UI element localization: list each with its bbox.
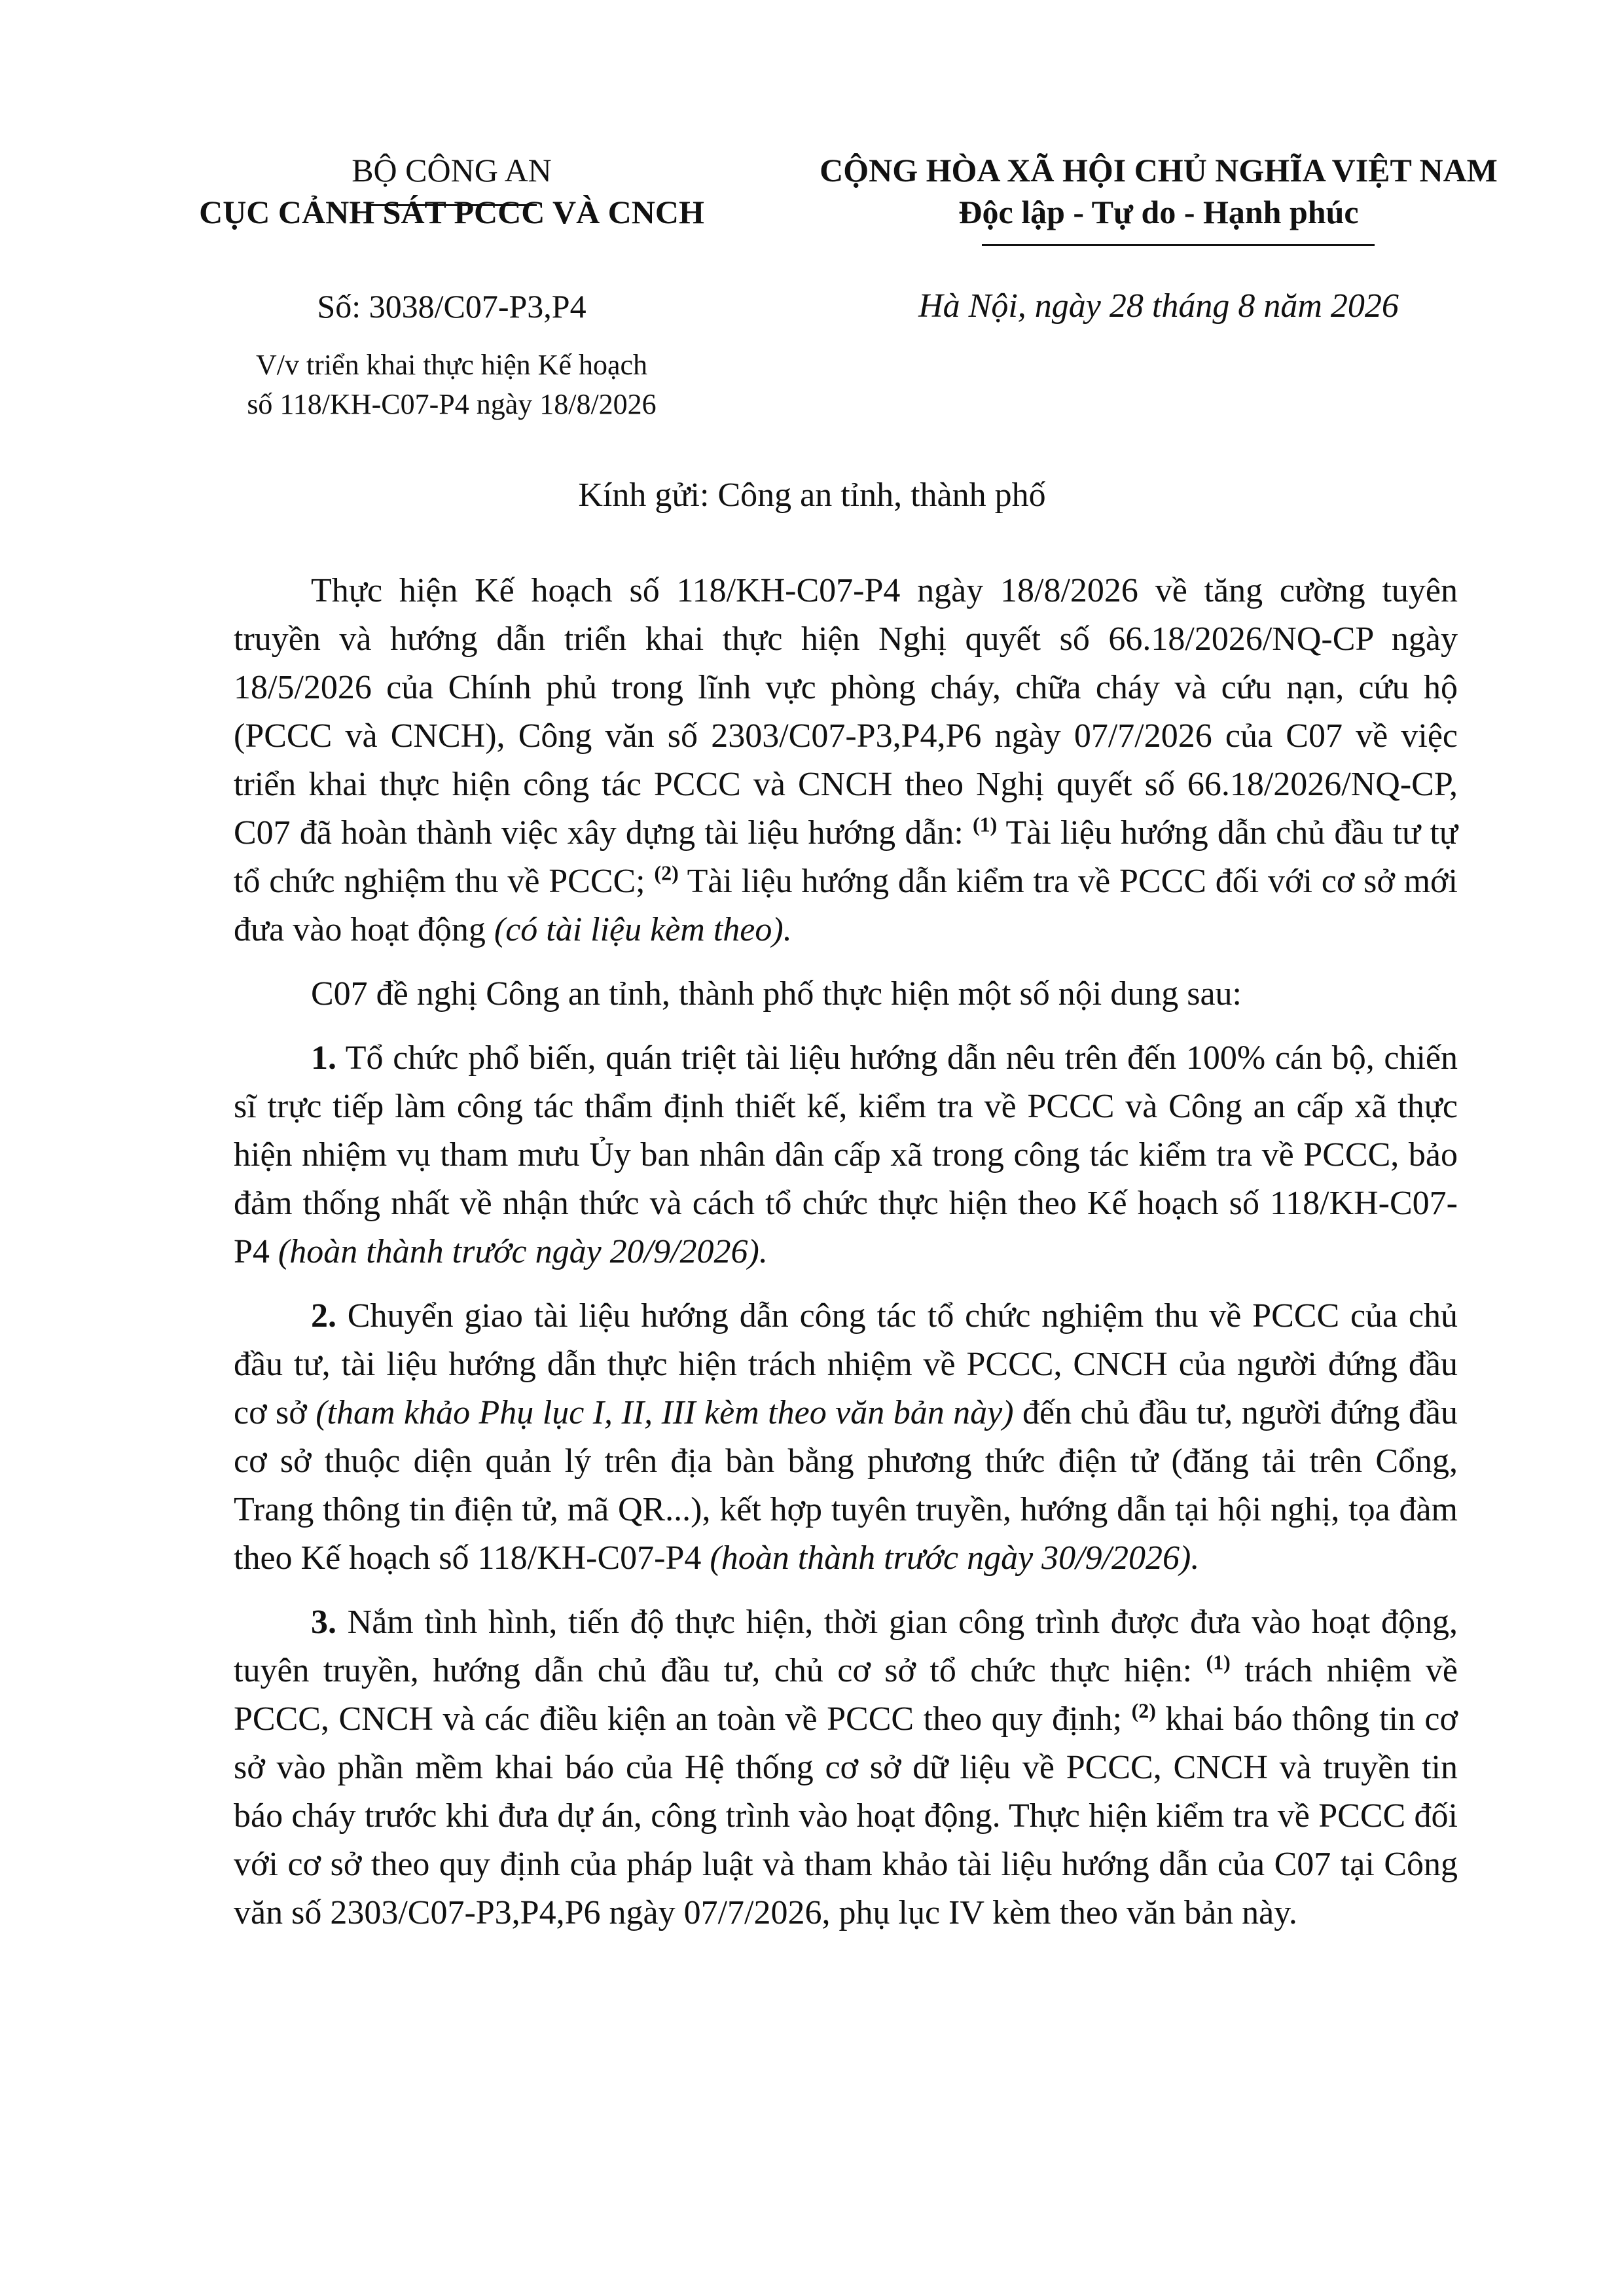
national-motto: Độc lập - Tự do - Hạnh phúc bbox=[958, 194, 1359, 230]
subject-block bbox=[167, 346, 736, 424]
subject-line-1: V/v triển khai thực hiện Kế hoạch bbox=[255, 349, 648, 381]
item-deadline: (hoàn thành trước ngày 30/9/2026). bbox=[710, 1539, 1200, 1577]
intro-paragraph bbox=[234, 567, 1458, 954]
intro-text-b: Tài liệu hướng dẫn chủ đầu tư tự tổ chức nghiệm thu về PCCC; bbox=[234, 814, 1458, 900]
item-paragraph-3 bbox=[234, 1598, 1458, 1937]
footnote-marker: (2) bbox=[1131, 1698, 1156, 1723]
document-body bbox=[234, 567, 1458, 1953]
footnote-marker: (1) bbox=[1206, 1650, 1231, 1674]
item-number: 1. bbox=[311, 1039, 336, 1077]
intro-text-a: Thực hiện Kế hoạch số 118/KH-C07-P4 ngày 18/8/2026 về tăng cường tuyên truyền và hướng dẫn triển khai thực hiện Nghị quyết số 66.18/2026/NQ-CP ngày 18/5/2026 của Chính phủ trong lĩnh vực phòng cháy, chữa cháy và cứu nạn, cứu hộ (PCCC và CNCH), Công văn số 2303/C07-P3,P4,P6 ngày 07/7/2026 của C07 về việc triển khai thực hiện công tác PCCC và CNCH theo Nghị quyết số 66.18/2026/NQ-CP, C07 đã hoàn thành việc xây dựng tài liệu hướng dẫn: bbox=[234, 572, 1458, 852]
footnote-marker: (2) bbox=[654, 861, 679, 885]
recipient-line: Kính gửi: Công an tỉnh, thành phố bbox=[578, 476, 1046, 514]
item-text-b: đến chủ đầu tư, người đứng đầu cơ sở thuộc diện quản lý trên địa bàn bằng phương thức điện tử (đăng tải trên Cổng, Trang thông tin điện tử, mã QR...), kết hợp tuyên truyền, hướng dẫn tại hội nghị, tọa đàm theo Kế hoạch số 118/KH-C07-P4 bbox=[234, 1394, 1458, 1577]
ministry-name: BỘ CÔNG AN bbox=[352, 152, 552, 188]
item-text-b: trách nhiệm về PCCC, CNCH và các điều kiện an toàn về PCCC theo quy định; bbox=[234, 1652, 1458, 1738]
national-title-block bbox=[769, 149, 1548, 233]
item-reference-note: (tham khảo Phụ lục I, II, III kèm theo văn bản này) bbox=[316, 1394, 1014, 1431]
agency-underline bbox=[367, 204, 537, 206]
item-paragraph-2 bbox=[234, 1292, 1458, 1583]
issuing-agency-block bbox=[167, 149, 736, 233]
document-number: Số: 3038/C07-P3,P4 bbox=[317, 288, 586, 325]
item-paragraph-1 bbox=[234, 1034, 1458, 1276]
subject-line-2: số 118/KH-C07-P4 ngày 18/8/2026 bbox=[247, 388, 657, 420]
date-line: Hà Nội, ngày 28 tháng 8 năm 2026 bbox=[918, 287, 1399, 325]
item-text-c: khai báo thông tin cơ sở vào phần mềm khai báo của Hệ thống cơ sở dữ liệu về PCCC, CNCH và truyền tin báo cháy trước khi đưa dự án, công trình vào hoạt động. Thực hiện kiểm tra về PCCC đối với cơ sở theo quy định của pháp luật và tham khảo tài liệu hướng dẫn của C07 tại Công văn số 2303/C07-P3,P4,P6 ngày 07/7/2026, phụ lục IV kèm theo văn bản này. bbox=[234, 1700, 1458, 1931]
request-paragraph: C07 đề nghị Công an tỉnh, thành phố thực hiện một số nội dung sau: bbox=[311, 975, 1242, 1013]
motto-underline bbox=[982, 244, 1375, 246]
intro-italic-note: (có tài liệu kèm theo). bbox=[494, 911, 792, 948]
item-text: Tổ chức phổ biến, quán triệt tài liệu hướng dẫn nêu trên đến 100% cán bộ, chiến sĩ trực tiếp làm công tác thẩm định thiết kế, kiểm tra về PCCC và Công an cấp xã thực hiện nhiệm vụ tham mưu Ủy ban nhân dân cấp xã trong công tác kiểm tra về PCCC, bảo đảm thống nhất về nhận thức và cách tổ chức thực hiện theo Kế hoạch số 118/KH-C07-P4 bbox=[234, 1039, 1458, 1270]
item-number: 2. bbox=[311, 1297, 336, 1335]
nation-title: CỘNG HÒA XÃ HỘI CHỦ NGHĨA VIỆT NAM bbox=[820, 152, 1498, 188]
item-deadline: (hoàn thành trước ngày 20/9/2026). bbox=[278, 1233, 768, 1270]
item-number: 3. bbox=[311, 1604, 336, 1641]
footnote-marker: (1) bbox=[973, 812, 998, 836]
item-text-a: Nắm tình hình, tiến độ thực hiện, thời gian công trình được đưa vào hoạt động, tuyên truyền, hướng dẫn chủ đầu tư, chủ cơ sở tổ chức thực hiện: bbox=[234, 1604, 1458, 1689]
intro-text-c: Tài liệu hướng dẫn kiểm tra về PCCC đối với cơ sở mới đưa vào hoạt động bbox=[234, 863, 1458, 948]
department-name: CỤC CẢNH SÁT PCCC VÀ CNCH bbox=[199, 194, 704, 230]
item-text-a: Chuyển giao tài liệu hướng dẫn công tác tổ chức nghiệm thu về PCCC của chủ đầu tư, tài liệu hướng dẫn thực hiện trách nhiệm về PCCC, CNCH của người đứng đầu cơ sở bbox=[234, 1297, 1458, 1431]
